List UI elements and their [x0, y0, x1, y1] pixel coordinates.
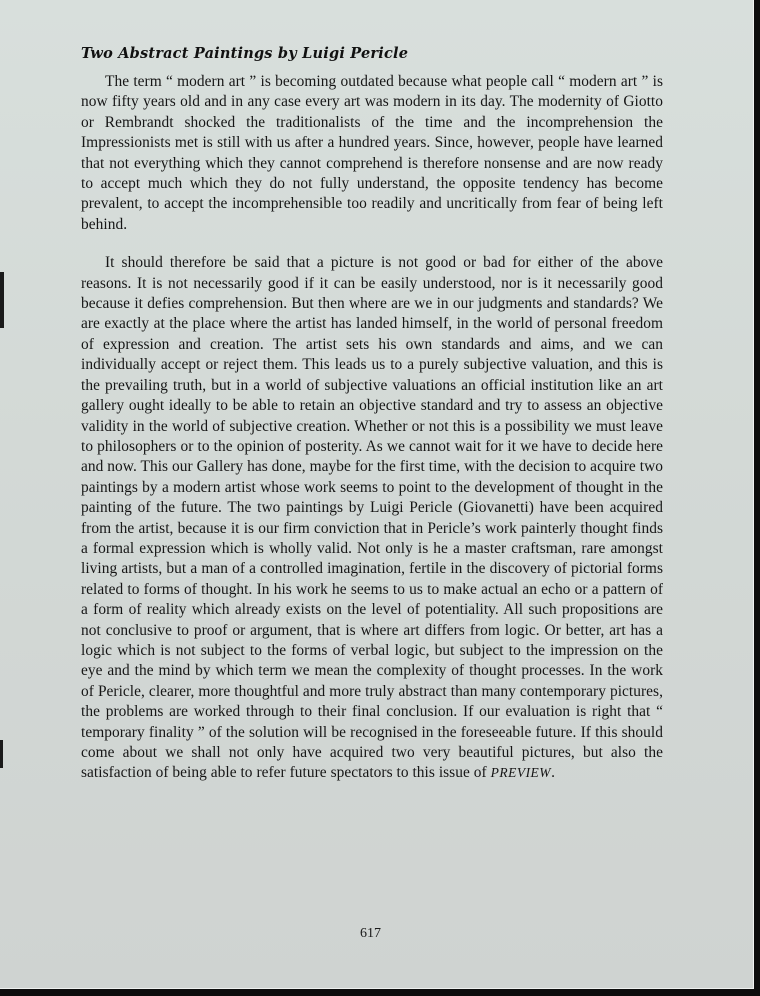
publication-name: PREVIEW	[490, 765, 552, 781]
article-title: Two Abstract Paintings by Luigi Pericle	[81, 45, 409, 62]
page-number: 617	[360, 926, 381, 941]
paragraph-2	[81, 253, 663, 784]
scan-bottom-edge	[0, 989, 760, 996]
paragraph-2-text: It should therefore be said that a picture is not good or bad for either of the above reasons. It is not necessarily good if it can be easily understood, nor is it necessarily good because it defies comprehension. But then where are we in our judgments and standards? We are exactly at the place where the artist has landed himself, in the world of personal freedom of expression and creation. The artist sets his own standards and aims, and we can individually accept or reject them. This leads us to a purely subjective valuation, and this is the prevailing truth, but in a world of subjective valuations an official institution like an art gallery ought ideally to be able to retain an objective standard and try to assess an objective validity in the world of subjective creation. Whether or not this is a possibility we must leave to philosophers or to the opinion of posterity. As we cannot wait for it we have to decide here and now. This our Gallery has done, maybe for the first time, with the decision to acquire two paintings by a modern artist whose work seems to point to the development of thought in the painting of the future. The two paintings by Luigi Pericle (Giovanetti) have been acquired from the artist, because it is our firm conviction that in Pericle’s work painterly thought finds a formal expression which is wholly valid. Not only is he a master craftsman, rare amongst living artists, but a man of a controlled imagination, fertile in the discovery of pictorial forms related to forms of thought. In his work he seems to us to make actual an echo or a pattern of a form of reality which already exists on the level of potentiality. All such propositions are not conclusive to proof or argument, that is where art differs from logic. Or better, art has a logic which is not subject to the forms of verbal logic, but subject to the impression on the eye and the mind by which term we mean the complexity of thought processes. In the work of Pericle, clearer, more thoughtful and more truly abstract than many contemporary pictures, the problems are worked through to their final conclusion. If our evaluation is right that “ temporary finality ” of the solution will be recognised in the foreseeable future. If this should come about we shall not only have acquired two very beautiful pictures, but also the satisfaction of being able to refer future spectators to this issue of	[81, 254, 663, 782]
final-punctuation: .	[551, 764, 555, 782]
article	[81, 44, 663, 802]
scan-edge-mark	[0, 740, 3, 768]
paragraph-1: The term “ modern art ” is becoming outdated because what people call “ modern art ” is now fifty years old and in any case every art was modern in its day. The modernity of Giotto or Rembrandt shocked the traditionalists of the time and the incomprehension the Impressionists met is still with us after a hundred years. Since, however, people have learned that not everything which they cannot comprehend is therefore nonsense and are now ready to accept much which they do not fully understand, the opposite tendency has become prevalent, to accept the incomprehensible too readily and uncritically from fear of being left behind.	[81, 73, 663, 233]
scan-edge-mark	[0, 272, 4, 328]
